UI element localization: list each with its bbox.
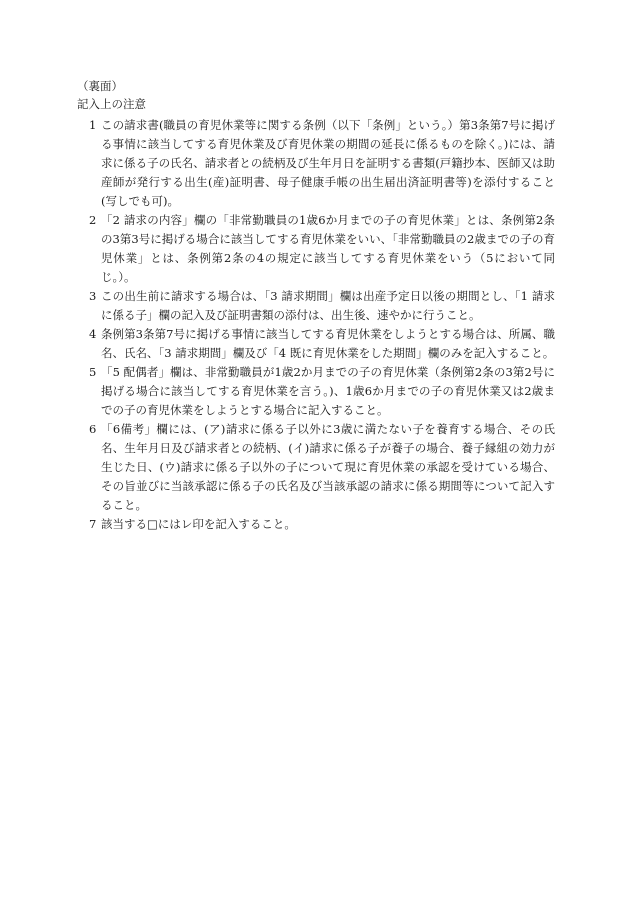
page-side-label: （裏面） [77,79,123,93]
note-text: 「2 請求の内容」欄の「非常勤職員の1歳6か月までの子の育児休業」とは、条例第2条の3第3号に掲げる場合に該当してする育児休業をいい、「非常勤職員の2歳までの子の育児休業」とは、条例第2条の4の規定に該当してする育児休業をいう（5において同じ。）。 [101,213,555,284]
note-number: 1 [89,118,97,132]
note-number: 7 [89,517,97,531]
note-number: 2 [89,213,97,227]
note-text: 「6備考」欄には、(ア)請求に係る子以外に3歳に満たない子を養育する場合、その氏名、生年月日及び請求者との続柄、(イ)請求に係る子が養子の場合、養子縁組の効力が生じた日、(ウ)請求に係る子以外の子について現に育児休業の承認を受けている場合、その旨並びに当該承認に係る子の氏名及び当該承認の請求に係る期間等について記入すること。 [101,422,555,512]
notes-list [77,116,555,534]
note-text: 該当する□にはレ印を記入すること。 [101,517,296,531]
note-text: この出生前に請求する場合は、「3 請求期間」欄は出産予定日以後の期間とし、「1 請求に係る子」欄の記入及び証明書類の添付は、出生後、速やかに行うこと。 [101,289,555,322]
notes-heading: 記入上の注意 [77,97,146,111]
note-item-2 [77,211,555,287]
note-item-5 [77,363,555,420]
note-item-7 [77,515,555,534]
note-text: この請求書(職員の育児休業等に関する条例（以下「条例」という。）第3条第7号に掲げる事情に該当してする育児休業及び育児休業の期間の延長に係るものを除く。)には、請求に係る子の氏名、請求者との続柄及び生年月日を証明する書類(戸籍抄本、医師又は助産師が発行する出生(産)証明書、母子健康手帳の出生届出済証明書等)を添付すること(写しでも可)。 [101,118,555,208]
note-number: 5 [89,365,97,379]
note-item-1 [77,116,555,211]
note-number: 3 [89,289,97,303]
note-text: 条例第3条第7号に掲げる事情に該当してする育児休業をしようとする場合は、所属、職名、氏名、「3 請求期間」欄及び「4 既に育児休業をした期間」欄のみを記入すること。 [101,327,555,360]
note-item-3 [77,287,555,325]
note-number: 6 [89,422,97,436]
note-number: 4 [89,327,97,341]
note-item-4 [77,325,555,363]
note-text: 「5 配偶者」欄は、非常勤職員が1歳2か月までの子の育児休業（条例第2条の3第2号に掲げる場合に該当してする育児休業を言う。)、1歳6か月までの子の育児休業又は2歳までの子の育児休業をしようとする場合に記入すること。 [101,365,555,417]
note-item-6 [77,420,555,515]
